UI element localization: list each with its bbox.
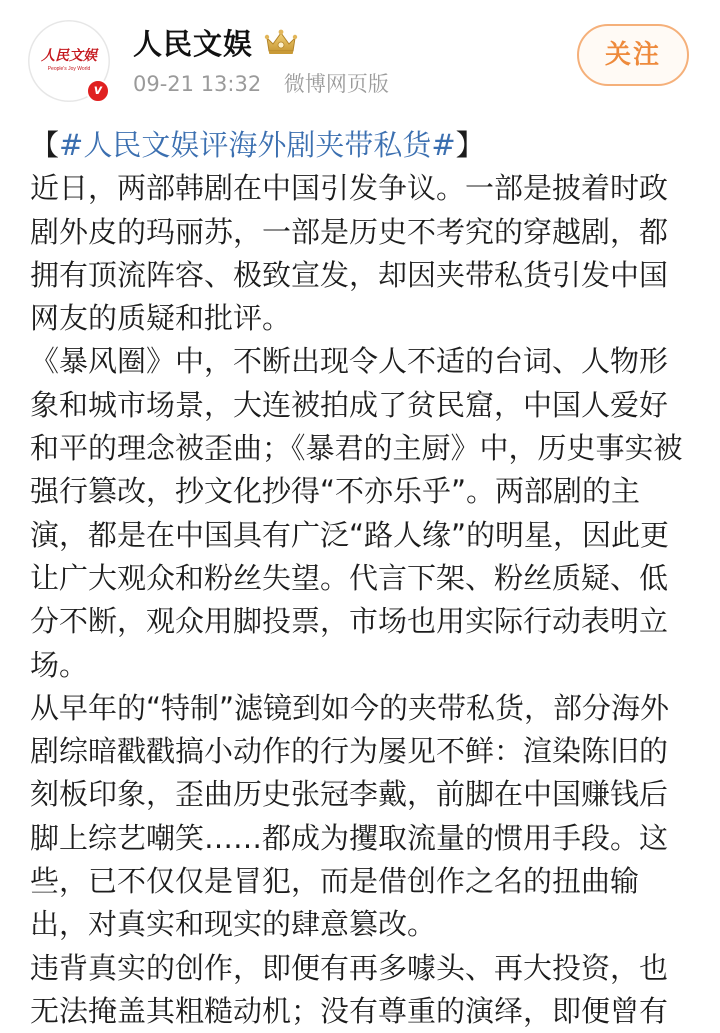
topic-open-bracket: 【 bbox=[30, 128, 60, 162]
post-source: 微博网页版 bbox=[283, 72, 389, 96]
topic-close-bracket: 】 bbox=[455, 128, 485, 162]
post-paragraph: 从早年的“特制”滤镜到如今的夹带私货，部分海外剧综暗戳戳搞小动作的行为屡见不鲜：渲染陈旧的刻板印象，歪曲历史张冠李戴，前脚在中国赚钱后脚上综艺嘲笑……都成为攫取流量的惯用手段。这些，已不仅仅是冒犯，而是借创作之名的扭曲输出，对真实和现实的肆意篡改。 bbox=[30, 690, 670, 942]
post-paragraph: 《暴风圈》中，不断出现令人不适的台词、人物形象和城市场景，大连被拍成了贫民窟，中国人爱好和平的理念被歪曲；《暴君的主厨》中，历史事实被强行篡改，抄文化抄得“不亦乐乎”。两部剧的主演，都是在中国具有广泛“路人缘”的明星，因此更让广大观众和粉丝失望。代言下架、粉丝质疑、低分不断，观众用脚投票，市场也用实际行动表明立场。 bbox=[30, 344, 683, 682]
avatar-logo-subtext: People's Joy World bbox=[47, 66, 91, 72]
name-row bbox=[133, 23, 299, 61]
post-meta bbox=[133, 68, 389, 98]
post-content bbox=[30, 124, 696, 1033]
post-paragraph: 违背真实的创作，即便有再多噱头、再大投资，也无法掩盖其粗糙动机；没有尊重的演绎，即便曾有 bbox=[30, 950, 669, 1028]
post-paragraph: 近日，两部韩剧在中国引发争议。一部是披着时政剧外皮的玛丽苏，一部是历史不考究的穿越剧，都拥有顶流阵容、极致宣发，却因夹带私货引发中国网友的质疑和批评。 bbox=[30, 171, 669, 336]
verified-badge: v bbox=[86, 79, 110, 103]
post-header bbox=[0, 0, 720, 112]
post-time: 09-21 13:32 bbox=[133, 72, 262, 96]
topic-line bbox=[30, 124, 696, 167]
user-name[interactable]: 人民文娱 bbox=[133, 26, 254, 61]
topic-hashtag-link[interactable]: #人民文娱评海外剧夹带私货# bbox=[59, 128, 456, 162]
follow-button[interactable]: 关注 bbox=[577, 24, 689, 86]
avatar-logo-text: 人民文娱 bbox=[41, 49, 97, 64]
crown-icon bbox=[263, 28, 299, 56]
avatar[interactable] bbox=[28, 20, 110, 102]
